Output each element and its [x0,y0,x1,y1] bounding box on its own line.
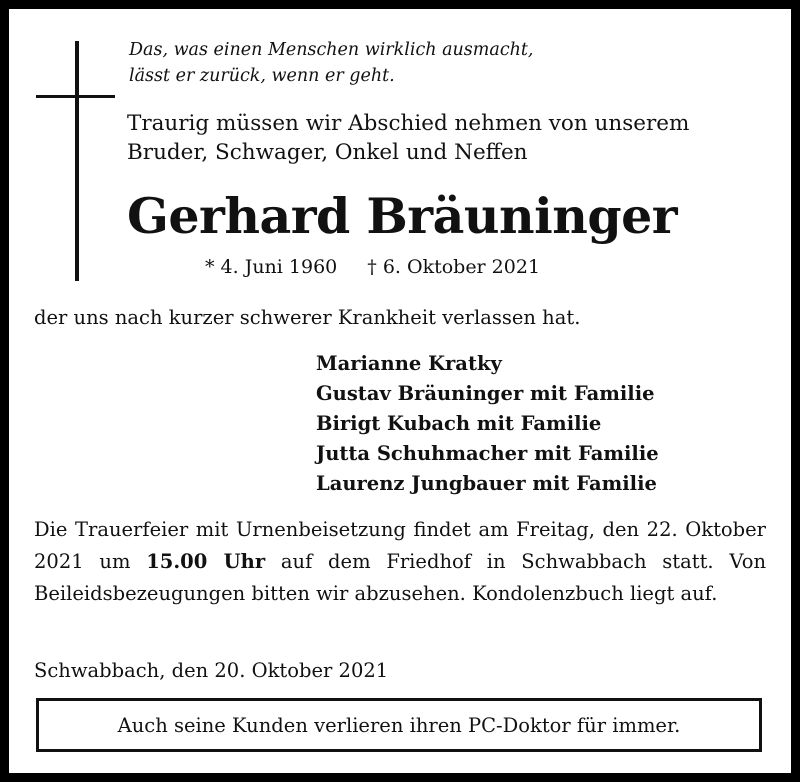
intro-line: Traurig müssen wir Abschied nehmen von unserem [127,111,690,136]
mourners-list [316,349,659,499]
quote-line: lässt er zurück, wenn er geht. [129,66,395,86]
birth-date: * 4. Juni 1960 [205,256,338,278]
intro-text [127,109,689,167]
ceremony-time: 15.00 Uhr [146,550,266,573]
mourner: Birigt Kubach mit Familie [316,412,602,435]
cross-icon-vertical [75,41,79,281]
ceremony-details [34,514,766,610]
farewell-line: der uns nach kurzer schwerer Krankheit verlassen hat. [34,306,581,329]
obituary-notice [9,9,791,773]
cross-icon-horizontal [36,95,115,98]
place-and-date: Schwabbach, den 20. Oktober 2021 [34,659,389,682]
mourner: Gustav Bräuninger mit Familie [316,382,655,405]
life-dates [205,254,540,280]
memorial-quote [129,37,533,89]
death-date: † 6. Oktober 2021 [367,256,541,278]
quote-line: Das, was einen Menschen wirklich ausmacht, [129,40,534,60]
intro-line: Bruder, Schwager, Onkel und Neffen [127,140,528,165]
footer-note: Auch seine Kunden verlieren ihren PC-Doktor für immer. [117,713,681,737]
mourner: Jutta Schuhmacher mit Familie [316,442,659,465]
deceased-name: Gerhard Bräuninger [127,187,678,245]
footer-note-box [36,698,762,752]
ceremony-text: Die Trauerfeier mit Urnenbeisetzung findet am Freitag, den 22. Oktober 2021 um [34,518,766,573]
ceremony-text: auf dem Friedhof in Schwabbach statt. Von Beileidsbezeugungen bitten wir abzusehen. Kondolenzbuch liegt auf. [34,550,766,605]
mourner: Marianne Kratky [316,352,502,375]
mourner: Laurenz Jungbauer mit Familie [316,472,657,495]
